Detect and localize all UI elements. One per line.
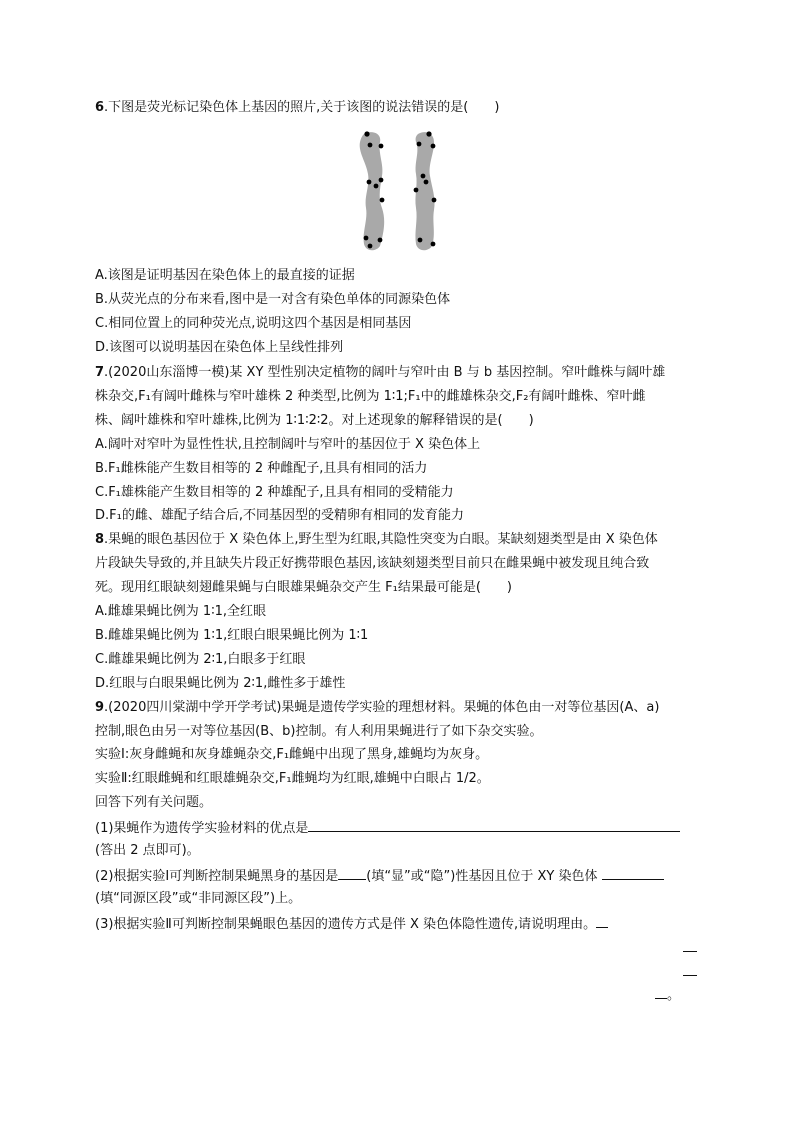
q9-sub3-line-end [655,985,680,1005]
q9-sub1-blank[interactable] [308,818,680,832]
q9-sub2-text-a: (2)根据实验Ⅰ可判断控制果蝇黑身的基因是 [95,869,339,884]
q7-option-c: C.F₁雄株能产生数目相等的 2 种雄配子,且具有相同的受精能力 [95,485,454,500]
q8-option-a: A.雌雄果蝇比例为 1∶1,全红眼 [95,604,266,619]
q6-option-d: D.该图可以说明基因在染色体上呈线性排列 [95,340,344,355]
q7-stem-text-1: .(2020山东淄博一模)某 XY 型性别决定植物的阔叶与窄叶由 B 与 b 基因控制。窄叶雌株与阔叶雄 [104,365,666,380]
chromosome-left [360,132,384,250]
q9-sub1-line2: (答出 2 点即可)。 [95,843,200,858]
q8-stem-text-1: .果蝇的眼色基因位于 X 染色体上,野生型为红眼,其隐性突变为白眼。某缺刻翅类型是由 X 染色体 [104,532,658,547]
q9-sub2-text-b: (填“显”或“隐”)性基因且位于 XY 染色体 [366,869,598,884]
q7-stem-line2: 株杂交,F₁有阔叶雌株与窄叶雄株 2 种类型,比例为 1∶1;F₁中的雌雄株杂交,F₂有阔叶雌株、窄叶雌 [95,389,646,404]
q6-option-b: B.从荧光点的分布来看,图中是一对含有染色单体的同源染色体 [95,292,451,307]
q8-stem-line1 [95,531,658,549]
q9-sub1-text: (1)果蝇作为遗传学实验材料的优点是 [95,821,309,836]
chromosome-figure [356,128,446,256]
q9-stem-line2: 控制,眼色由另一对等位基因(B、b)控制。有人利用果蝇进行了如下杂交实验。 [95,724,543,739]
q7-stem-line1 [95,364,665,382]
q8-option-b: B.雌雄果蝇比例为 1∶1,红眼白眼果蝇比例为 1∶1 [95,628,369,643]
q8-option-d: D.红眼与白眼果蝇比例为 2∶1,雌性多于雄性 [95,676,346,691]
q9-stem-text-1: .(2020四川棠湖中学开学考试)果蝇是遗传学实验的理想材料。果蝇的体色由一对等位基因(A、a) [104,700,660,715]
q9-sub3-blank-4[interactable] [655,985,667,999]
q8-stem-line2: 片段缺失导致的,并且缺失片段正好携带眼色基因,该缺刻翅类型目前只在雌果蝇中被发现且纯合致 [95,556,650,571]
q8-option-c: C.雌雄果蝇比例为 2∶1,白眼多于红眼 [95,652,306,667]
q9-stem-line1 [95,699,659,717]
q9-sub3-blank-2[interactable] [683,938,697,952]
q9-sub2-blank-1[interactable] [338,866,366,880]
q6-stem [95,99,499,117]
q6-option-a: A.该图是证明基因在染色体上的最直接的证据 [95,268,355,283]
q9-sub3-blank-3[interactable] [683,962,697,976]
q7-option-d: D.F₁的雌、雄配子结合后,不同基因型的受精卵有相同的发育能力 [95,508,464,523]
q9-prompt: 回答下列有关问题。 [95,795,213,810]
q9-number: 9 [95,700,105,715]
chromosome-right [415,132,434,250]
q9-experiment-1: 实验Ⅰ:灰身雌蝇和灰身雄蝇杂交,F₁雌蝇中出现了黑身,雄蝇均为灰身。 [95,747,489,762]
q6-stem-text: .下图是荧光标记染色体上基因的照片,关于该图的说法错误的是( ) [104,100,500,115]
q7-option-a: A.阔叶对窄叶为显性性状,且控制阔叶与窄叶的基因位于 X 染色体上 [95,437,481,452]
q8-number: 8 [95,532,105,547]
q6-option-c: C.相同位置上的同种荧光点,说明这四个基因是相同基因 [95,316,412,331]
q9-sub3-blank-1[interactable] [596,914,608,928]
q9-sub1-line1 [95,818,680,838]
q6-number: 6 [95,100,105,115]
q9-sub3-text: (3)根据实验Ⅱ可判断控制果蝇眼色基因的遗传方式是伴 X 染色体隐性遗传,请说明理由。 [95,917,597,932]
q9-sub2-line2: (填“同源区段”或“非同源区段”)上。 [95,891,302,906]
q9-experiment-2: 实验Ⅱ:红眼雌蝇和红眼雄蝇杂交,F₁雌蝇均为红眼,雄蝇中白眼占 1/2。 [95,771,490,786]
q7-option-b: B.F₁雌株能产生数目相等的 2 种雌配子,且具有相同的活力 [95,461,428,476]
q8-stem-line3: 死。现用红眼缺刻翅雌果蝇与白眼雄果蝇杂交产生 F₁结果最可能是( ) [95,580,512,595]
q9-sub3-line1 [95,914,608,934]
q7-stem-line3: 株、阔叶雄株和窄叶雄株,比例为 1∶1∶2∶2。对上述现象的解释错误的是( ) [95,413,534,428]
q7-number: 7 [95,365,105,380]
q9-sub2-blank-2[interactable] [602,866,664,880]
q9-sub3-period: 。 [667,988,681,1003]
q9-sub2-line1 [95,866,664,886]
